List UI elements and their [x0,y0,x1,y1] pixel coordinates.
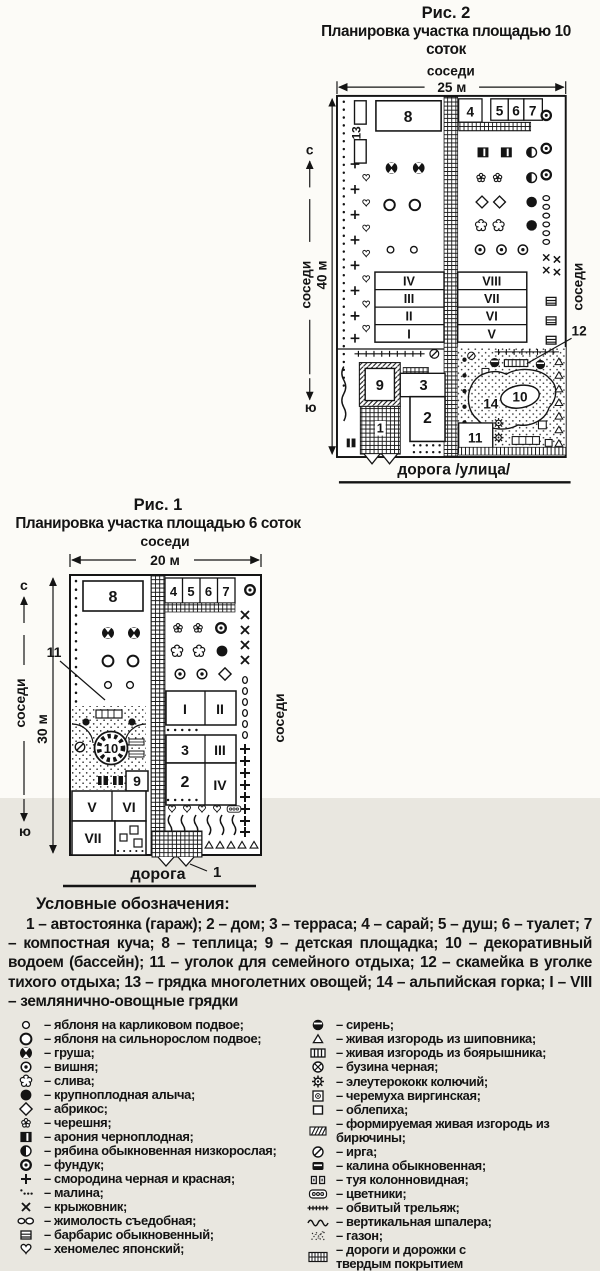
legend-item-label: – барбарис обыкновенный; [44,1227,214,1243]
legend-text: 1 – автостоянка (гараж); 2 – дом; 3 – терраса; 4 – сарай; 5 – душ; 6 – туалет; 7 – компостная куча; 8 – теплица; 9 – детская площадка; 10 – декоративный водоем (бассейн); 11 – уголок для семейного отдыха; 12 – скамейка в уголке тихого отдыха; 13 – грядка многолетних овощей; 14 – альпийская горка; I – VIII – землянично-овощные грядки [8,916,592,1010]
cherry-plum-icon [8,1088,44,1102]
fig2-width-dim: 25 м [437,80,467,96]
fig2-cell-shed: 4 [466,104,475,120]
legend-item [300,1117,592,1145]
fig2-neighbors-right: соседи [570,262,586,311]
figure1-subtitle: Планировка участка площадью 6 соток [15,515,301,532]
legend-item-label: – арония черноплодная; [44,1129,194,1145]
trellis-icon [300,1201,336,1215]
figure-2 [300,4,592,496]
sea-buckthorn-icon [300,1103,336,1117]
legend-item [300,1046,592,1060]
fig1-beds-table [166,691,236,805]
legend-item-label: – рябина обыкновенная низкорослая; [44,1143,277,1159]
legend-item [300,1243,592,1271]
fig2-cell-rest-corner: 11 [468,430,483,446]
fig1-cell-shower: 5 [187,584,195,599]
fig2-cell-greenhouse: 8 [403,109,413,127]
legend-item [8,1200,300,1214]
legend-item [8,1172,300,1186]
legend-item-label: – абрикос; [44,1101,108,1117]
fig1-cell-playground: 9 [133,773,141,789]
fig1-width-dim: 20 м [150,552,180,568]
legend-item [300,1187,592,1201]
fig2-central-path [444,97,458,456]
fig1-parking [152,831,202,857]
chokeberry-icon [8,1130,44,1144]
legend-item [8,1088,300,1102]
legend-heading: Условные обозначения: [36,895,230,913]
legend-item [300,1215,592,1229]
legend-item [8,1060,300,1074]
dog-rose-icon [300,1032,336,1046]
legend-item-label: – груша; [44,1045,95,1061]
rowan-icon [8,1144,44,1158]
apricot-icon [8,1102,44,1116]
legend-item [8,1214,300,1228]
fig1-road-label: дорога [130,866,186,883]
fig2-cell-bedVIII: VIII [482,274,502,289]
legend-item-label: – цветники; [336,1185,407,1201]
legend-item-label: – смородина черная и красная; [44,1171,235,1187]
viburnum-icon [300,1159,336,1173]
legend-item-label: – ирга; [336,1143,377,1159]
fig1-cell-bedI: I [183,701,187,717]
figure2-title: Рис. 2 [421,4,471,22]
figure1-title: Рис. 1 [133,496,183,514]
legend-item-label: – обвитый трельяж; [336,1199,460,1215]
hazelnut-icon [8,1158,44,1172]
fig2-cell-playground: 9 [375,377,384,394]
legend-item-label: – облепиха; [336,1102,408,1118]
hawthorn-icon [300,1046,336,1060]
fig1-cell-shed: 4 [169,584,178,599]
apple-dwarf-icon [8,1018,44,1032]
fig1-cell-house: 2 [180,774,190,791]
legend-item [8,1032,300,1046]
fig2-cell-pool: 10 [512,389,528,405]
legend-item-label: – сирень; [336,1017,394,1033]
legend-item-label: – элеутерококк колючий; [336,1073,488,1089]
legend-item [8,1018,300,1032]
chaenomeles-icon [8,1242,44,1256]
barberry-icon [8,1228,44,1242]
fig2-cell-shower: 5 [495,103,504,119]
legend-item-label: – газон; [336,1227,383,1243]
elderberry-icon [300,1060,336,1074]
legend-item [8,1242,300,1256]
fig1-cell-bedII: II [216,701,224,717]
legend-item-label: – черемуха виргинская; [336,1088,481,1104]
legend-item [8,1116,300,1130]
flower-beds-icon [300,1187,336,1201]
fig1-neighbors-right: соседи [271,693,287,743]
fig1-cell-pool: 10 [103,741,119,756]
apple-vigorous-icon [8,1032,44,1046]
legend-item [8,1102,300,1116]
symbol-legend-left [8,1018,300,1271]
fig2-cell-bedIV: IV [403,274,415,289]
legend-item-label: – вишня; [44,1059,99,1075]
legend-item-label: – живая изгородь из шиповника; [336,1031,536,1047]
raspberry-icon [8,1186,44,1200]
thuja-icon [300,1173,336,1187]
fig1-cell-greenhouse: 8 [108,589,118,606]
figure1-plan [8,533,308,890]
currant-icon [8,1172,44,1186]
legend-item-label: – формируемая живая изгородь из бирючины; [336,1116,550,1145]
fig1-neighbors-left: соседи [12,678,28,728]
legend-item [300,1032,592,1046]
legend-item [300,1103,592,1117]
fig1-callout-parking: 1 [213,864,222,881]
fig1-cell-terrace: 3 [181,742,189,758]
legend-item [8,1228,300,1242]
gooseberry-icon [8,1200,44,1214]
pear-icon [8,1046,44,1060]
lawn-icon [300,1229,336,1243]
fig2-road-label: дорога /улица/ [397,461,511,479]
legend-item [8,1074,300,1088]
legend-item-label: – малина; [44,1185,104,1201]
fig1-cell-bedIII: III [214,742,226,758]
cherry-icon [8,1060,44,1074]
legend-item-label: – калина обыкновенная; [336,1157,486,1173]
fig2-height-dim: 40 м [314,260,330,290]
legend-item-label: – фундук; [44,1157,104,1173]
legend-item-label: – вертикальная шпалера; [336,1213,492,1229]
fig2-cell-terrace: 3 [419,377,428,394]
fig1-cell-toilet: 6 [204,584,213,599]
legend-item [8,1186,300,1200]
fig2-neighbors-left: соседи [298,260,314,309]
fig1-central-path [151,576,165,854]
legend-item [8,1158,300,1172]
fig2-cell-compost: 7 [528,103,537,119]
legend-item-label: – дороги и дорожки с твердым покрытием [336,1241,466,1271]
fig2-cell-bedI: I [407,327,411,342]
fig2-cell-alpine: 14 [483,396,499,412]
plum-icon [8,1074,44,1088]
eleutherococcus-icon [300,1074,336,1089]
fig2-cell-parking: 1 [376,421,384,436]
legend-item [300,1018,592,1032]
legend-item [8,1144,300,1158]
fig1-compass-south: ю [19,823,31,839]
fig1-bottom-cells [72,791,146,855]
legend-item-label: – жимолость съедобная; [44,1213,197,1229]
fig1-cell-bedIV: IV [213,777,227,793]
legend-item-label: – хеномелес японский; [44,1241,185,1257]
fig1-cell-bedVI: VI [122,799,136,815]
fig2-callout-bench: 12 [571,323,587,339]
legend-item-label: – крыжовник; [44,1199,127,1215]
lilac-icon [300,1018,336,1032]
fig2-cell-bedV: V [487,327,496,342]
fig2-cell-bedVI: VI [485,309,498,324]
fig2-cell-house: 2 [423,409,432,427]
fig2-neighbors-top: соседи [426,63,475,79]
fig2-label-13: 13 [350,126,364,140]
fig1-cell-bedV: V [87,799,97,815]
legend-item [300,1201,592,1215]
legend-item-label: – живая изгородь из боярышника; [336,1045,547,1061]
fig2-rest-garden [458,347,566,455]
fig1-cell-bedVII: VII [84,830,102,846]
paved-road-icon [300,1250,336,1264]
legend-item-label: – яблоня на карликовом подвое; [44,1017,244,1033]
legend-item-label: – яблоня на сильнорослом подвое; [44,1031,262,1047]
fig1-cell-compost: 7 [222,584,230,599]
espalier-icon [300,1215,336,1229]
symbol-legend-right [300,1018,592,1271]
legend-item [300,1145,592,1159]
legend-item [300,1074,592,1089]
fig2-cell-bedII: II [405,309,413,324]
legend-item [300,1060,592,1074]
fig2-cell-bedVII: VII [484,292,500,307]
legend-item [300,1229,592,1243]
fig1-neighbors-top: соседи [140,533,190,549]
fig2-cell-toilet: 6 [512,103,520,119]
serviceberry-icon [300,1145,336,1159]
legend-item [300,1089,592,1103]
sweet-cherry-icon [8,1116,44,1130]
legend-item-label: – черешня; [44,1115,112,1131]
fig1-height-dim: 30 м [34,714,50,744]
legend-item [300,1159,592,1173]
legend-item-label: – бузина черная; [336,1059,439,1075]
bird-cherry-icon [300,1089,336,1103]
privet-hedge-icon [300,1124,336,1138]
legend-item-label: – слива; [44,1073,95,1089]
fig2-compass-south: ю [304,400,317,416]
legend-item [8,1130,300,1144]
legend-item-label: – крупноплодная алыча; [44,1087,195,1103]
symbol-legend [8,1018,592,1271]
figure2-subtitle: Планировка участка площадью 10 соток [321,23,571,58]
legend-item [300,1173,592,1187]
legend-item [8,1046,300,1060]
figure2-plan [300,59,592,491]
fig2-cell-bedIII: III [403,292,415,307]
legend-item-label: – туя колонновидная; [336,1171,469,1187]
fig1-compass-north: с [20,577,28,593]
fig2-compass-north: с [305,142,314,158]
fig1-callout-corner: 11 [46,644,62,660]
honeysuckle-icon [8,1214,44,1228]
figure-1 [8,496,308,895]
